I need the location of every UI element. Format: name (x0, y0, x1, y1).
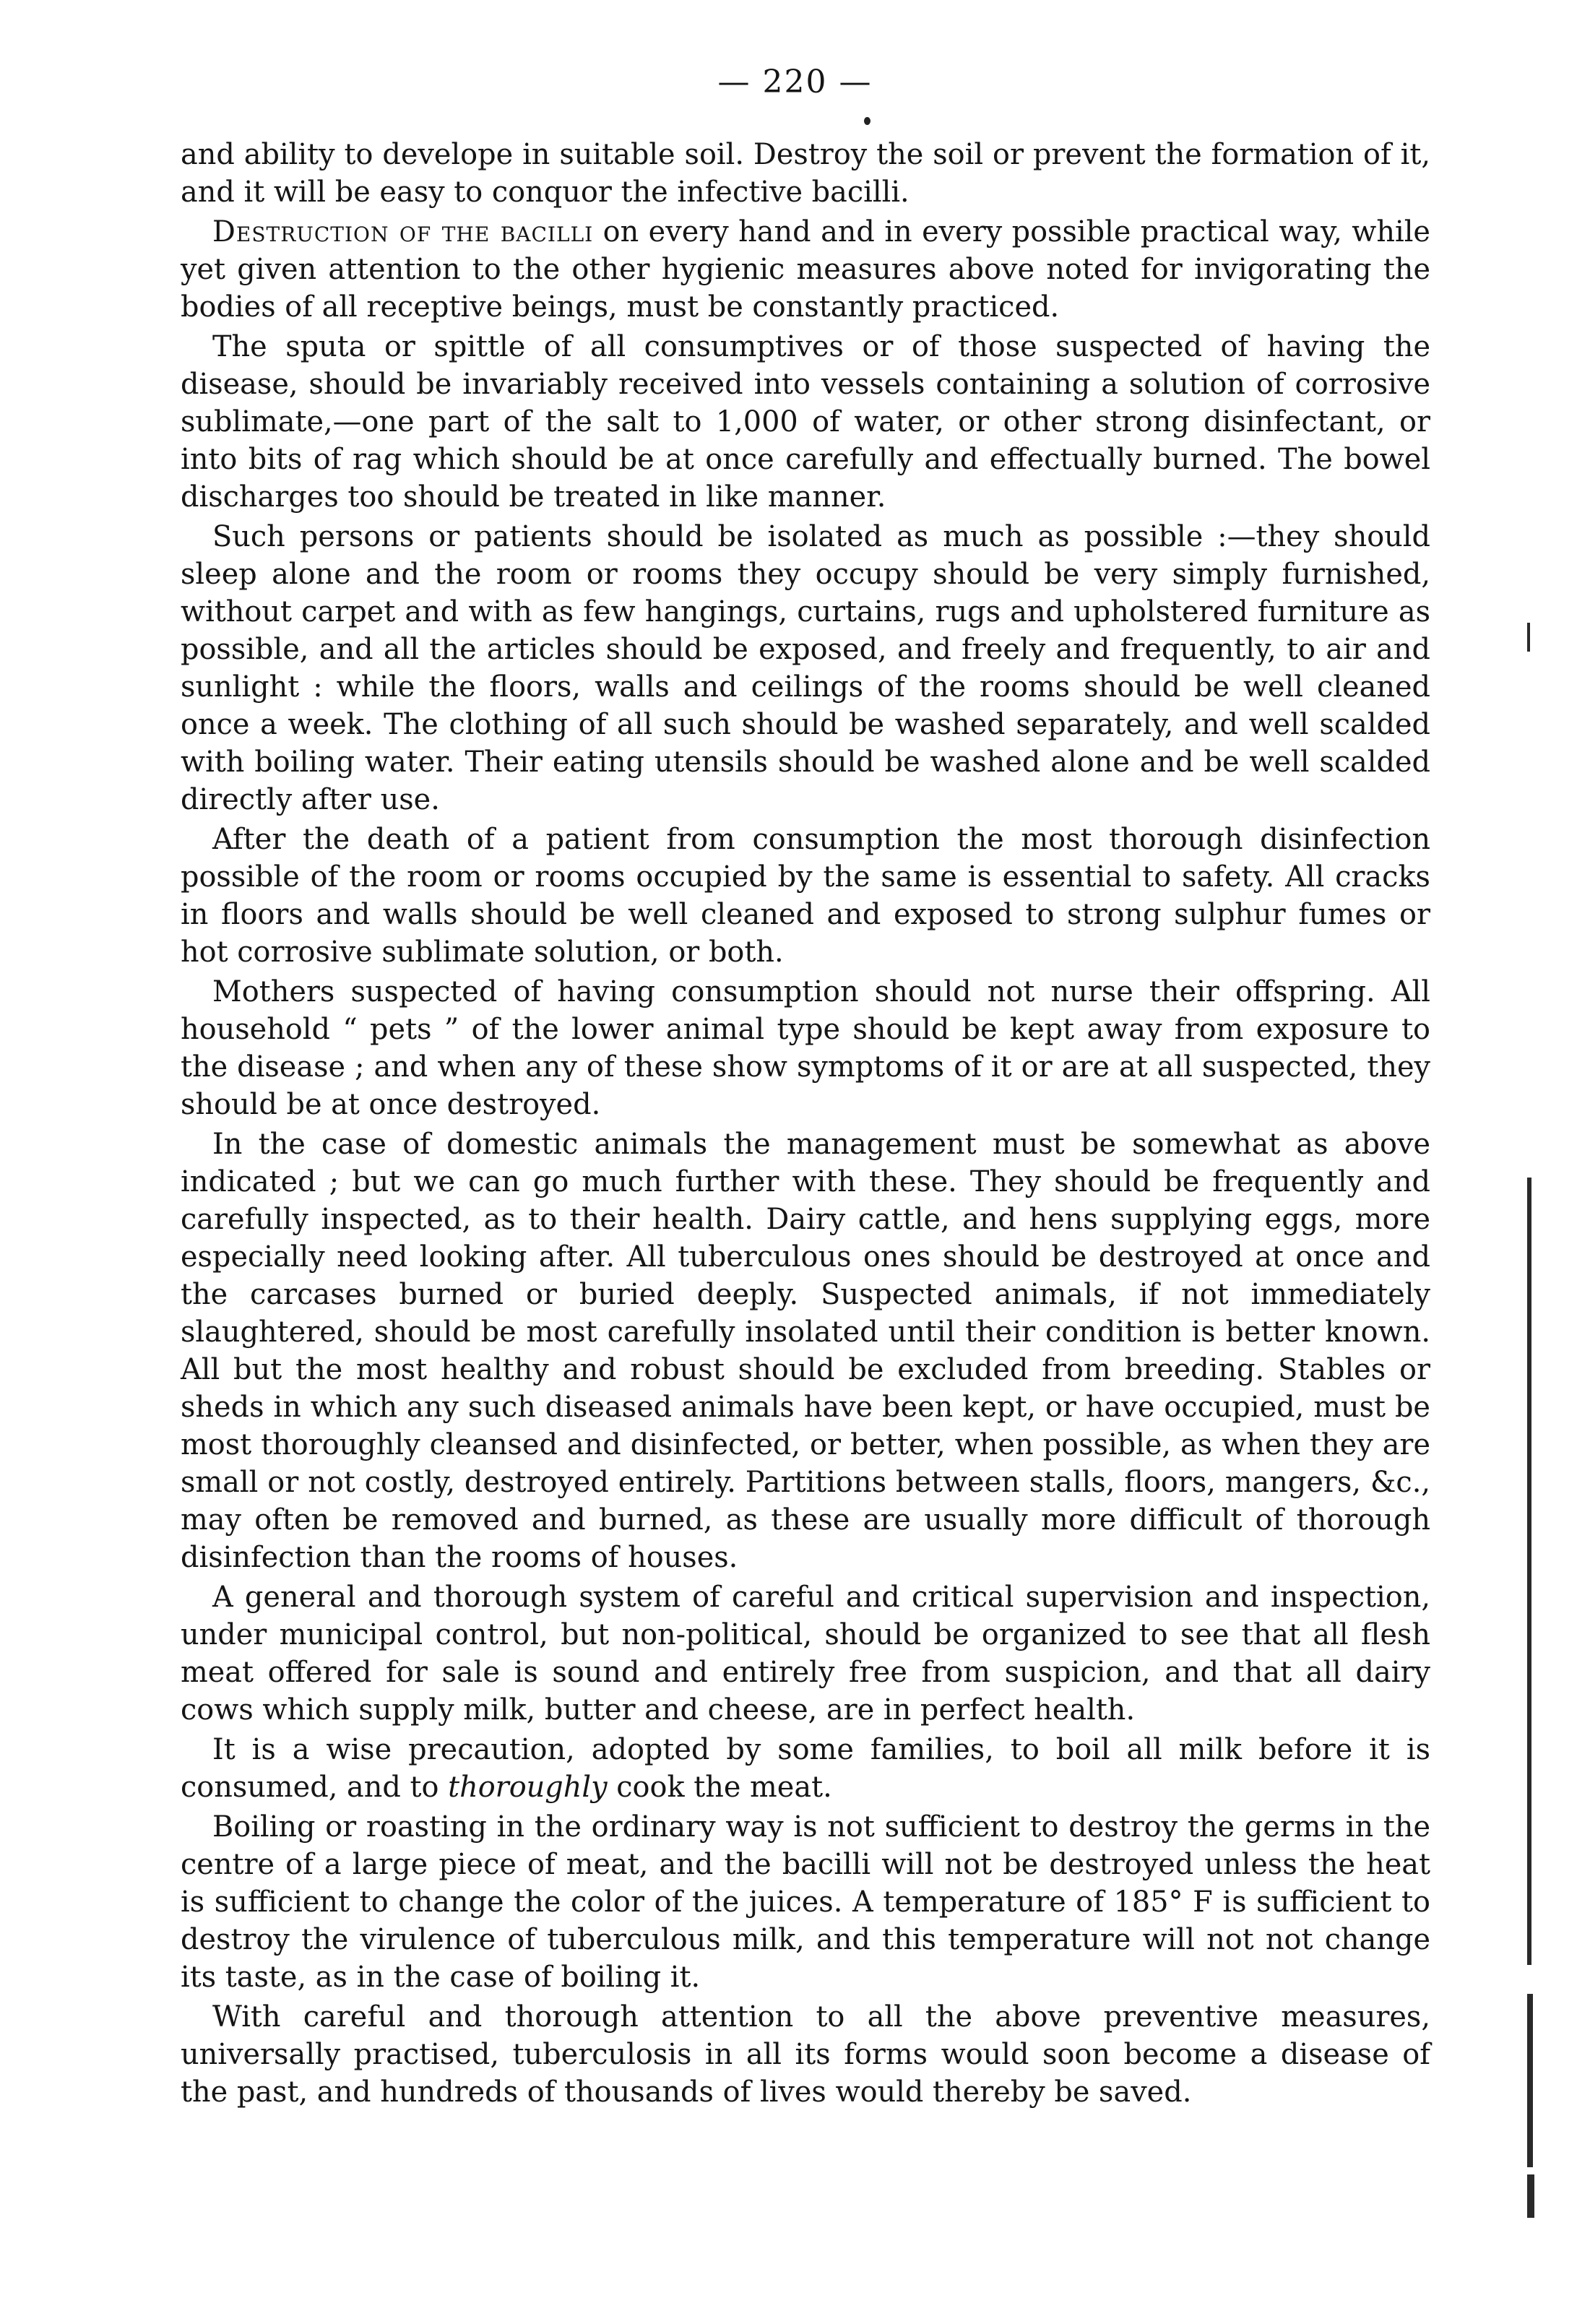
page-number-header: — 220 — (717, 64, 873, 100)
paragraph-10: Boiling or roasting in the ordinary way is not sufficient to destroy the germs in the centre of a large piece of meat, and the bacilli will not be destroyed unless the heat is sufficient to change the color of the juices. A temperature of 185° F is sufficient to destroy the virulence of tuberculous milk, and this temperature will not not change its taste, as in the case of boiling it. (181, 1810, 1430, 1994)
page-edge-mark-1 (1527, 623, 1530, 652)
paragraph-9-after: cook the meat. (607, 1771, 832, 1804)
body-text (181, 136, 1430, 2113)
paragraph-1: and ability to develope in suitable soil. Destroy the soil or prevent the formation of it, and it will be easy to conquor the infective bacilli. (181, 138, 1430, 209)
paragraph-2 (181, 213, 1430, 326)
page-edge-mark-3 (1527, 1994, 1533, 2167)
paragraph-11: With careful and thorough attention to all the above preventive measures, universally practised, tuberculosis in all its forms would soon become a disease of the past, and hundreds of thousands of lives would thereby be saved. (181, 2000, 1430, 2109)
paragraph-3: The sputa or spittle of all consumptives or of those suspected of having the disease, should be invariably received into vessels containing a solution of corrosive sublimate,—one part of the salt to 1,000 of water, or other strong disinfectant, or into bits of rag which should be at once carefully and effectually burned. The bowel discharges too should be treated in like manner. (181, 330, 1430, 514)
paragraph-7: In the case of domestic animals the management must be somewhat as above indicated ; but we can go much further with these. They should be frequently and carefully inspected, as to their health. Dairy cattle, and hens supplying eggs, more especially need looking after. All tuberculous ones should be destroyed at once and the carcases burned or buried deeply. Suspected animals, if not immediately slaughtered, should be most carefully insolated until their condition is better known. All but the most healthy and robust should be excluded from breeding. Stables or sheds in which any such diseased animals have been kept, or have occupied, must be most thoroughly cleansed and disinfected, or better, when possible, as when they are small or not costly, destroyed entirely. Partitions between stalls, floors, mangers, &c., may often be removed and burned, as these are usually more difficult of thorough disinfection than the rooms of houses. (181, 1128, 1430, 1574)
print-speck (864, 117, 870, 125)
paragraph-2-lead: Destruction of the bacilli (212, 215, 594, 249)
paragraph-5: After the death of a patient from consumption the most thorough disinfection possible of the room or rooms occupied by the same is essential to safety. All cracks in floors and walls should be well cleaned and exposed to strong sulphur fumes or hot corrosive sublimate solution, or both. (181, 823, 1430, 969)
page-edge-mark-2 (1527, 1178, 1531, 1965)
paragraph-9 (181, 1731, 1430, 1806)
page-edge-mark-4 (1527, 2174, 1534, 2218)
paragraph-9-before: It is a wise precaution, adopted by some families, to boil all milk before it is consumed, and to (181, 1733, 1430, 1804)
paragraph-6: Mothers suspected of having consumption should not nurse their offspring. All household “ pets ” of the lower animal type should be kept away from exposure to the disease ; and when any of these show symptoms of it or are at all suspected, they should be at once destroyed. (181, 975, 1430, 1121)
paragraph-4: Such persons or patients should be isolated as much as possible :—they should sleep alone and the room or rooms they occupy should be very simply furnished, without carpet and with as few hangings, curtains, rugs and upholstered furniture as possible, and all the articles should be exposed, and freely and frequently, to air and sunlight : while the floors, walls and ceilings of the rooms should be well cleaned once a week. The clothing of all such should be washed separately, and well scalded with boiling water. Their eating utensils should be washed alone and be well scalded directly after use. (181, 520, 1430, 816)
paragraph-9-emphasis: thoroughly (448, 1771, 608, 1804)
paragraph-2-body: on every hand and in every possible practical way, while yet given attention to the other hygienic measures above noted for invigorating the bodies of all receptive beings, must be constantly practiced. (181, 215, 1430, 324)
paragraph-8: A general and thorough system of careful and critical supervision and inspection, under municipal control, but non-political, should be organized to see that all flesh meat offered for sale is sound and entirely free from suspicion, and that all dairy cows which supply milk, butter and cheese, are in perfect health. (181, 1581, 1430, 1727)
